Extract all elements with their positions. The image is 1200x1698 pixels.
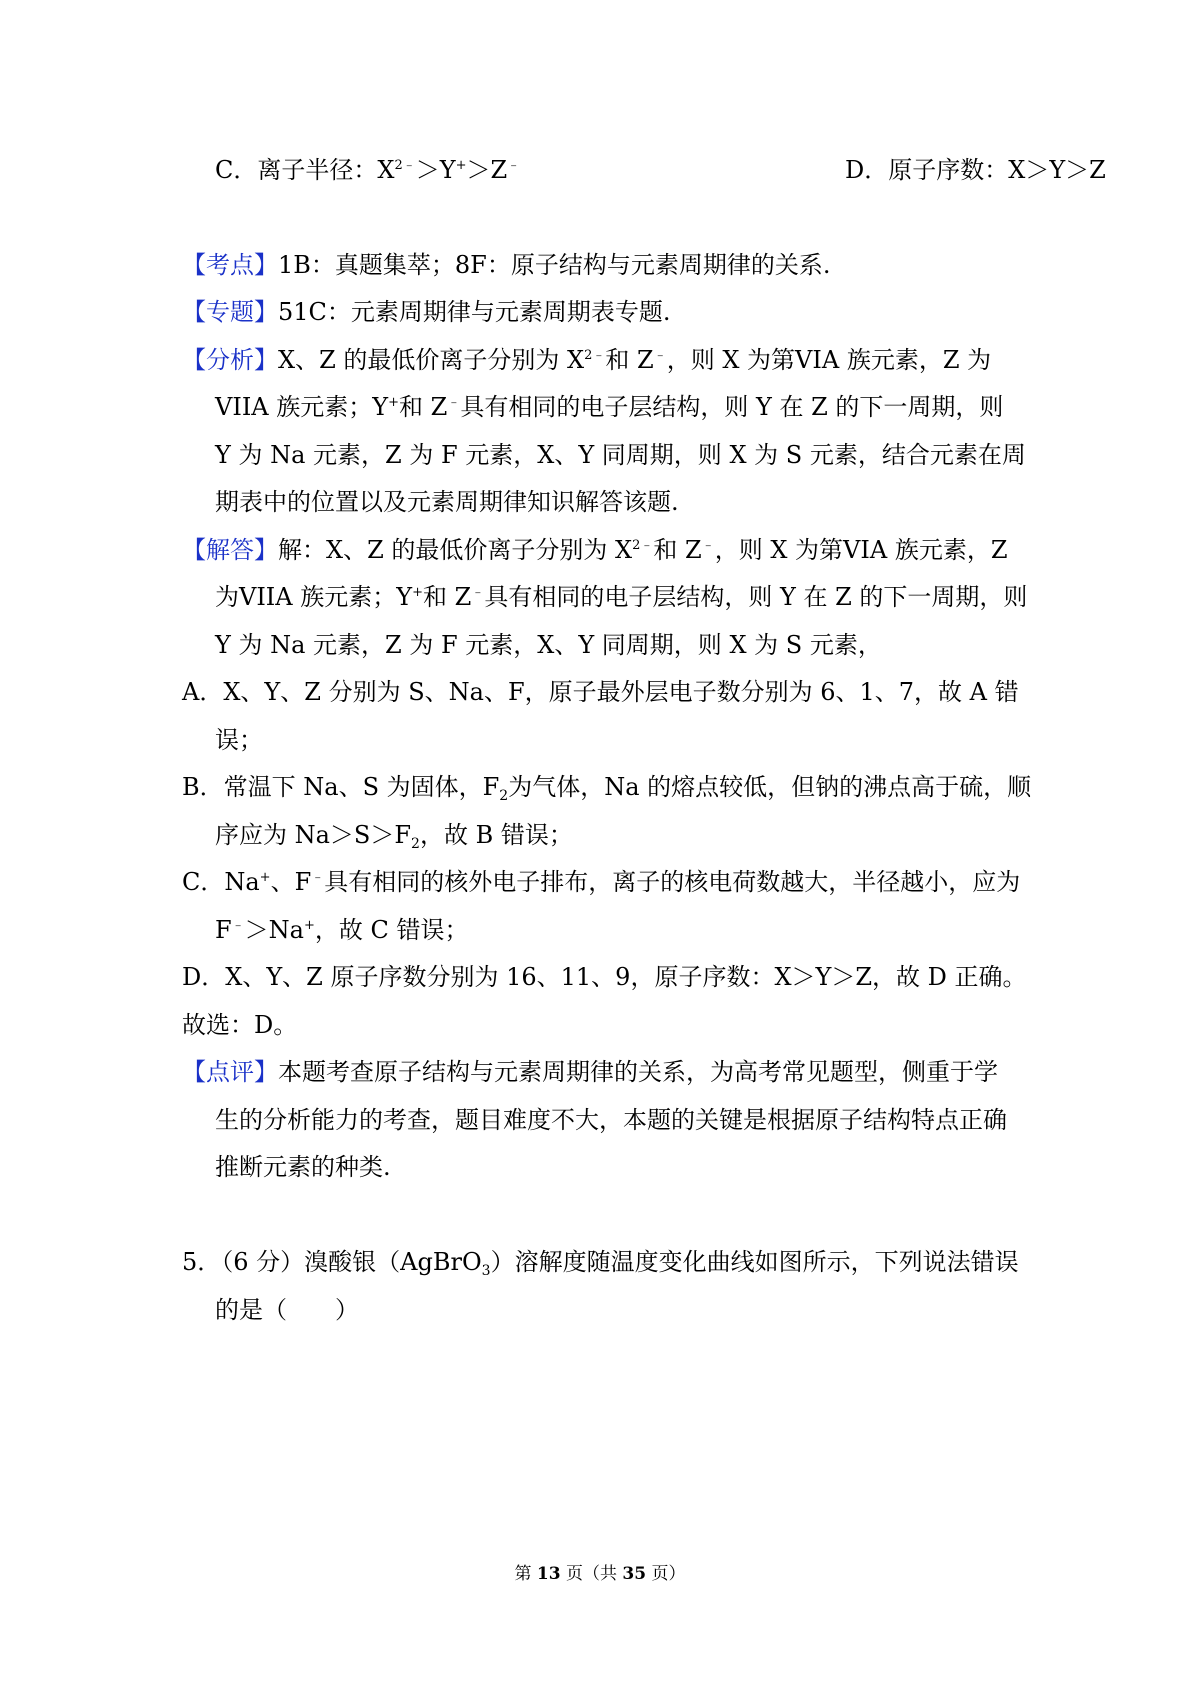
jieda-tag: 【解答】: [182, 536, 278, 564]
dianping-line-3: 推断元素的种类.: [215, 1153, 391, 1181]
jieda-line-3: Y 为 Na 元素，Z 为 F 元素，X、Y 同周期，则 X 为 S 元素，: [215, 631, 882, 659]
fenxi-line-2: VIIA 族元素；Y+和 Z﹣具有相同的电子层结构，则 Y 在 Z 的下一周期，则: [215, 393, 1004, 421]
kaodian-tag: 【考点】: [182, 251, 278, 279]
page-total: 35: [622, 1564, 647, 1584]
fenxi-tag: 【分析】: [182, 346, 278, 374]
dianping-line-2: 生的分析能力的考查，题目难度不大，本题的关键是根据原子结构特点正确: [215, 1106, 1007, 1134]
dianping-line-1: 【点评】本题考查原子结构与元素周期律的关系，为高考常见题型，侧重于学: [182, 1058, 998, 1086]
dianping-tag: 【点评】: [182, 1058, 278, 1086]
kaodian-line: 【考点】1B：真题集萃；8F：原子结构与元素周期律的关系.: [182, 251, 831, 279]
zhuanti-line: 【专题】51C：元素周期律与元素周期表专题.: [182, 298, 671, 326]
question-5-line-2: 的是（ ）: [215, 1296, 359, 1324]
jieda-line-2: 为VIIA 族元素；Y+和 Z﹣具有相同的电子层结构，则 Y 在 Z 的下一周期，则: [215, 583, 1028, 611]
choice-c-line-1: C．Na+、F﹣具有相同的核外电子排布，离子的核电荷数越大，半径越小，应为: [182, 868, 1021, 896]
choice-a-line-2: 误；: [215, 726, 263, 754]
fenxi-line-4: 期表中的位置以及元素周期律知识解答该题.: [215, 488, 679, 516]
choice-a-line-1: A．X、Y、Z 分别为 S、Na、F，原子最外层电子数分别为 6、1、7，故 A 错: [182, 678, 1019, 706]
choice-b-line-2: 序应为 $Na>S>F_2$，故 B 错误；: [215, 821, 573, 852]
page-number: 13: [536, 1564, 561, 1584]
option-c: C．离子半径：$X^{2﹣}>Y^+>Z^﹣$ D．原子序数：X＞Y＞Z: [215, 156, 1106, 184]
choice-c-line-2: F﹣＞Na+，故 C 错误；: [215, 916, 469, 944]
fenxi-line-1: 【分析】X、Z 的最低价离子分别为 $X^{2﹣}$和 Z﹣，则 X 为第VIA 族元素，Z 为: [182, 346, 992, 374]
choice-d-line-1: D．X、Y、Z 原子序数分别为 16、11、9，原子序数：X＞Y＞Z，故 D 正确。: [182, 963, 1027, 991]
page-footer: 第 13 页（共 35 页）: [514, 1564, 686, 1584]
answer-line: 故选：D。: [182, 1011, 298, 1039]
option-d: D．原子序数：X＞Y＞Z: [845, 156, 1106, 184]
fenxi-line-3: Y 为 Na 元素，Z 为 F 元素，X、Y 同周期，则 X 为 S 元素，结合元素在周: [215, 441, 1026, 469]
jieda-line-1: 【解答】解：X、Z 的最低价离子分别为 $X^{2﹣}$和 Z﹣，则 X 为第VIA 族元素，Z: [182, 536, 1008, 564]
question-5-line-1: 5．（6 分）溴酸银（AgBrO$_3$）溶解度随温度变化曲线如图所示，下列说法错误: [182, 1248, 1019, 1279]
zhuanti-tag: 【专题】: [182, 298, 278, 326]
choice-b-line-1: B．常温下 Na、S 为固体，$F_2$为气体，Na 的熔点较低，但钠的沸点高于硫，顺: [182, 773, 1032, 804]
